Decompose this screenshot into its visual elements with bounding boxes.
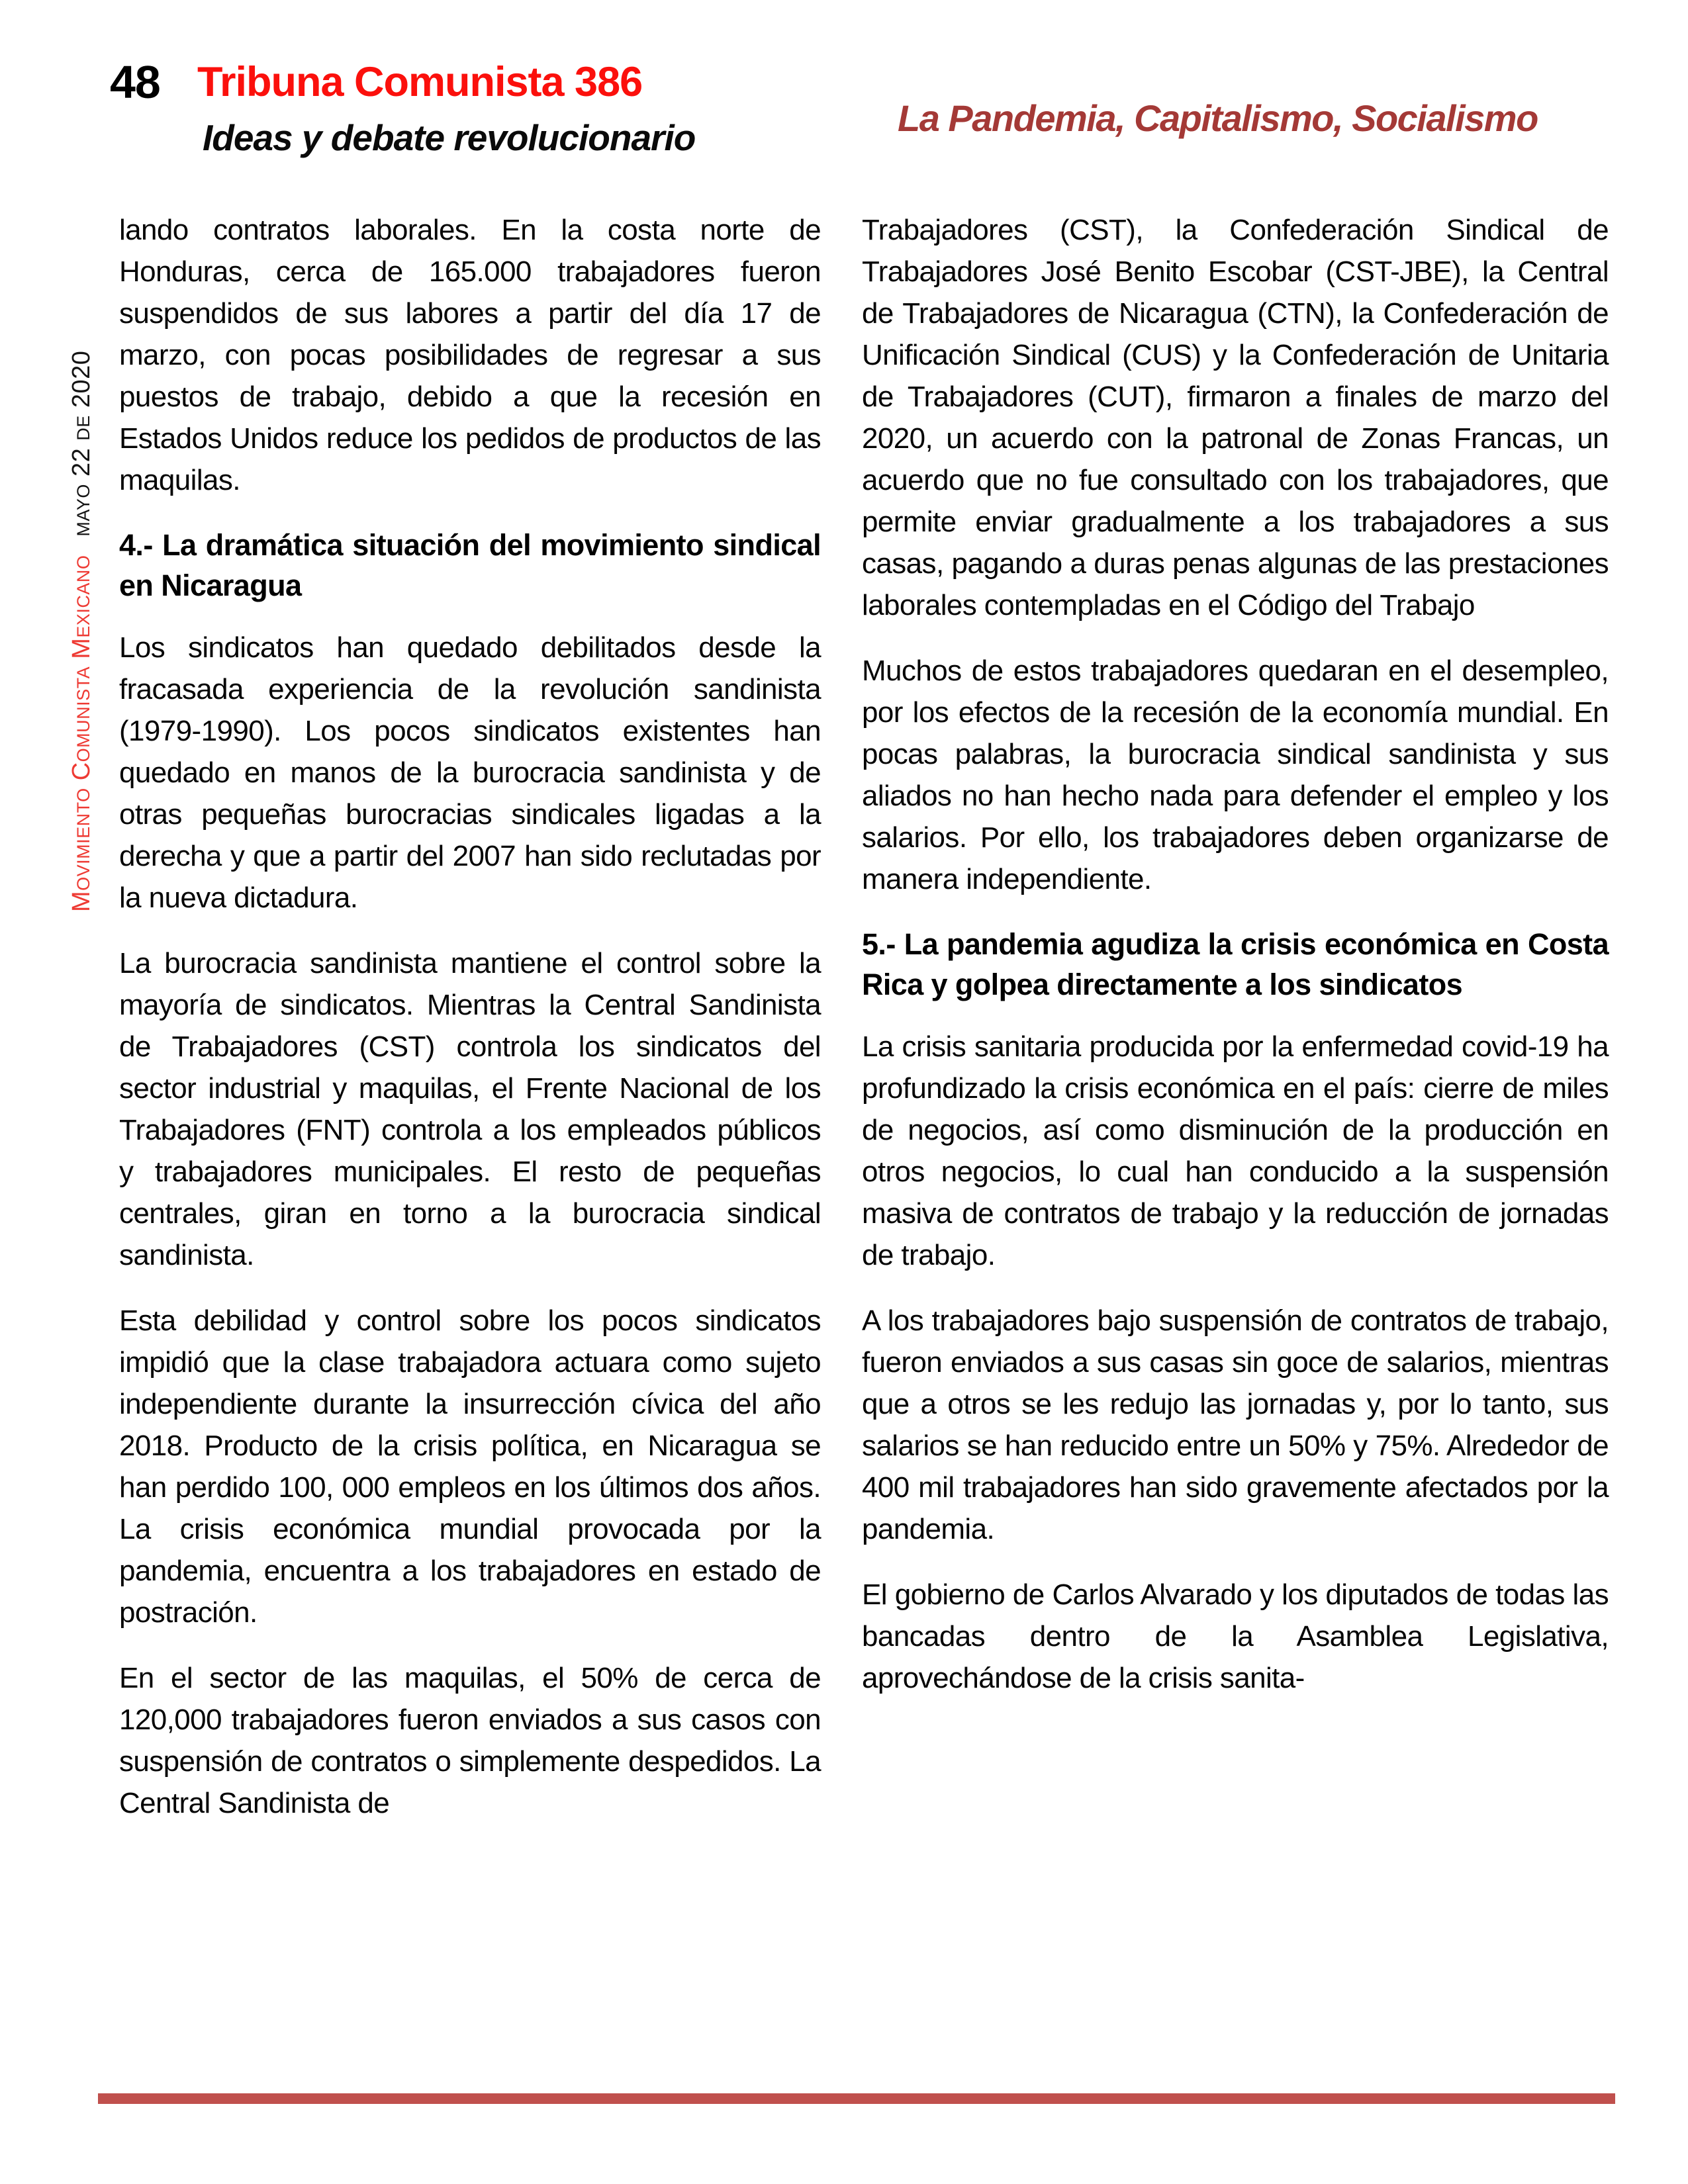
- article-section-title: La Pandemia, Capitalismo, Socialismo: [898, 97, 1538, 139]
- heading-section-5: 5.- La pandemia agudiza la crisis económica en Costa Rica y golpea directamente a los sindicatos: [862, 927, 1609, 1001]
- page-number: 48: [110, 56, 160, 108]
- publication-title: Tribuna Comunista 386: [197, 59, 643, 105]
- paragraph-continuation: Trabajadores (CST), la Confederación Sindical de Trabajadores José Benito Escobar (CST-JBE), la Central de Trabajadores de Nicaragua (CTN), la Confederación de Unificación Sindical (CUS) y la Confederación de Unitaria de Trabajadores (CUT), firmaron a finales de marzo del 2020, un acuerdo con la patronal de Zonas Francas, un acuerdo que no fue consultado con los trabajadores, que permite enviar gradualmente a los trabajadores a sus casas, pagando a duras penas algunas de las prestaciones laborales contempladas en el Código del Trabajo: [862, 214, 1609, 621]
- sidebar-date: mayo 22 de 2020: [68, 350, 95, 537]
- paragraph: Esta debilidad y control sobre los pocos sindicatos impidió que la clase trabajadora actuara como sujeto independiente durante la insurrección cívica del año 2018. Producto de la crisis política, en Nicaragua se han perdido 100, 000 empleos en los últimos dos años. La crisis económica mundial provocada por la pandemia, encuentra a los trabajadores en estado de postración.: [119, 1304, 821, 1629]
- paragraph: Los sindicatos han quedado debilitados desde la fracasada experiencia de la revolución sandinista (1979-1990). Los pocos sindicatos existentes han quedado en manos de la burocracia sandinista y de otras pequeñas burocracias sindicales ligadas a la derecha y que a partir del 2007 han sido reclutadas por la nueva dictadura.: [119, 631, 821, 914]
- paragraph: La crisis sanitaria producida por la enfermedad covid-19 ha profundizado la crisis económica en el país: cierre de miles de negocios, así como disminución de la producción en otros negocios, lo cual han conducido a la suspensión masiva de contratos de trabajo y la reducción de jornadas de trabajo.: [862, 1030, 1609, 1271]
- paragraph: A los trabajadores bajo suspensión de contratos de trabajo, fueron enviados a sus casas sin goce de salarios, mientras que a otros se les redujo las jornadas y, por lo tanto, sus salarios se han reducido entre un 50% y 75%. Alrededor de 400 mil trabajadores han sido gravemente afectados por la pandemia.: [862, 1304, 1609, 1545]
- sidebar-organization: Movimiento Comunista Mexicano: [68, 555, 95, 912]
- heading-section-4: 4.- La dramática situación del movimiento sindical en Nicaragua: [119, 528, 821, 602]
- paragraph-continuation: lando contratos laborales. En la costa norte de Honduras, cerca de 165.000 trabajadores fueron suspendidos de sus labores a partir del día 17 de marzo, con pocas posibilidades de regresar a sus puestos de trabajo, debido a que la recesión en Estados Unidos reduce los pedidos de productos de las maquilas.: [119, 214, 821, 496]
- publication-tagline: Ideas y debate revolucionario: [203, 117, 696, 158]
- left-column: [119, 209, 821, 1848]
- paragraph: La burocracia sandinista mantiene el control sobre la mayoría de sindicatos. Mientras la Central Sandinista de Trabajadores (CST) controla los sindicatos del sector industrial y maquilas, el Frente Nacional de los Trabajadores (FNT) controla a los empleados públicos y trabajadores municipales. El resto de pequeñas centrales, giran en torno a la burocracia sindical sandinista.: [119, 947, 821, 1271]
- paragraph: Muchos de estos trabajadores quedaran en el desempleo, por los efectos de la recesión de la economía mundial. En pocas palabras, la burocracia sindical sandinista y sus aliados no han hecho nada para defender el empleo y los salarios. Por ello, los trabajadores deben organizarse de manera independiente.: [862, 655, 1609, 895]
- right-column: [862, 209, 1609, 1848]
- paragraph: El gobierno de Carlos Alvarado y los diputados de todas las bancadas dentro de la Asamblea Legislativa, aprovechándose de la crisis sanita-: [862, 1578, 1609, 1694]
- article-body: [119, 209, 1609, 1848]
- footer-divider-bar: [98, 2093, 1615, 2104]
- paragraph: En el sector de las maquilas, el 50% de cerca de 120,000 trabajadores fueron enviados a sus casos con suspensión de contratos o simplemente despedidos. La Central Sandinista de: [119, 1662, 821, 1819]
- sidebar-vertical-caption: [68, 351, 96, 912]
